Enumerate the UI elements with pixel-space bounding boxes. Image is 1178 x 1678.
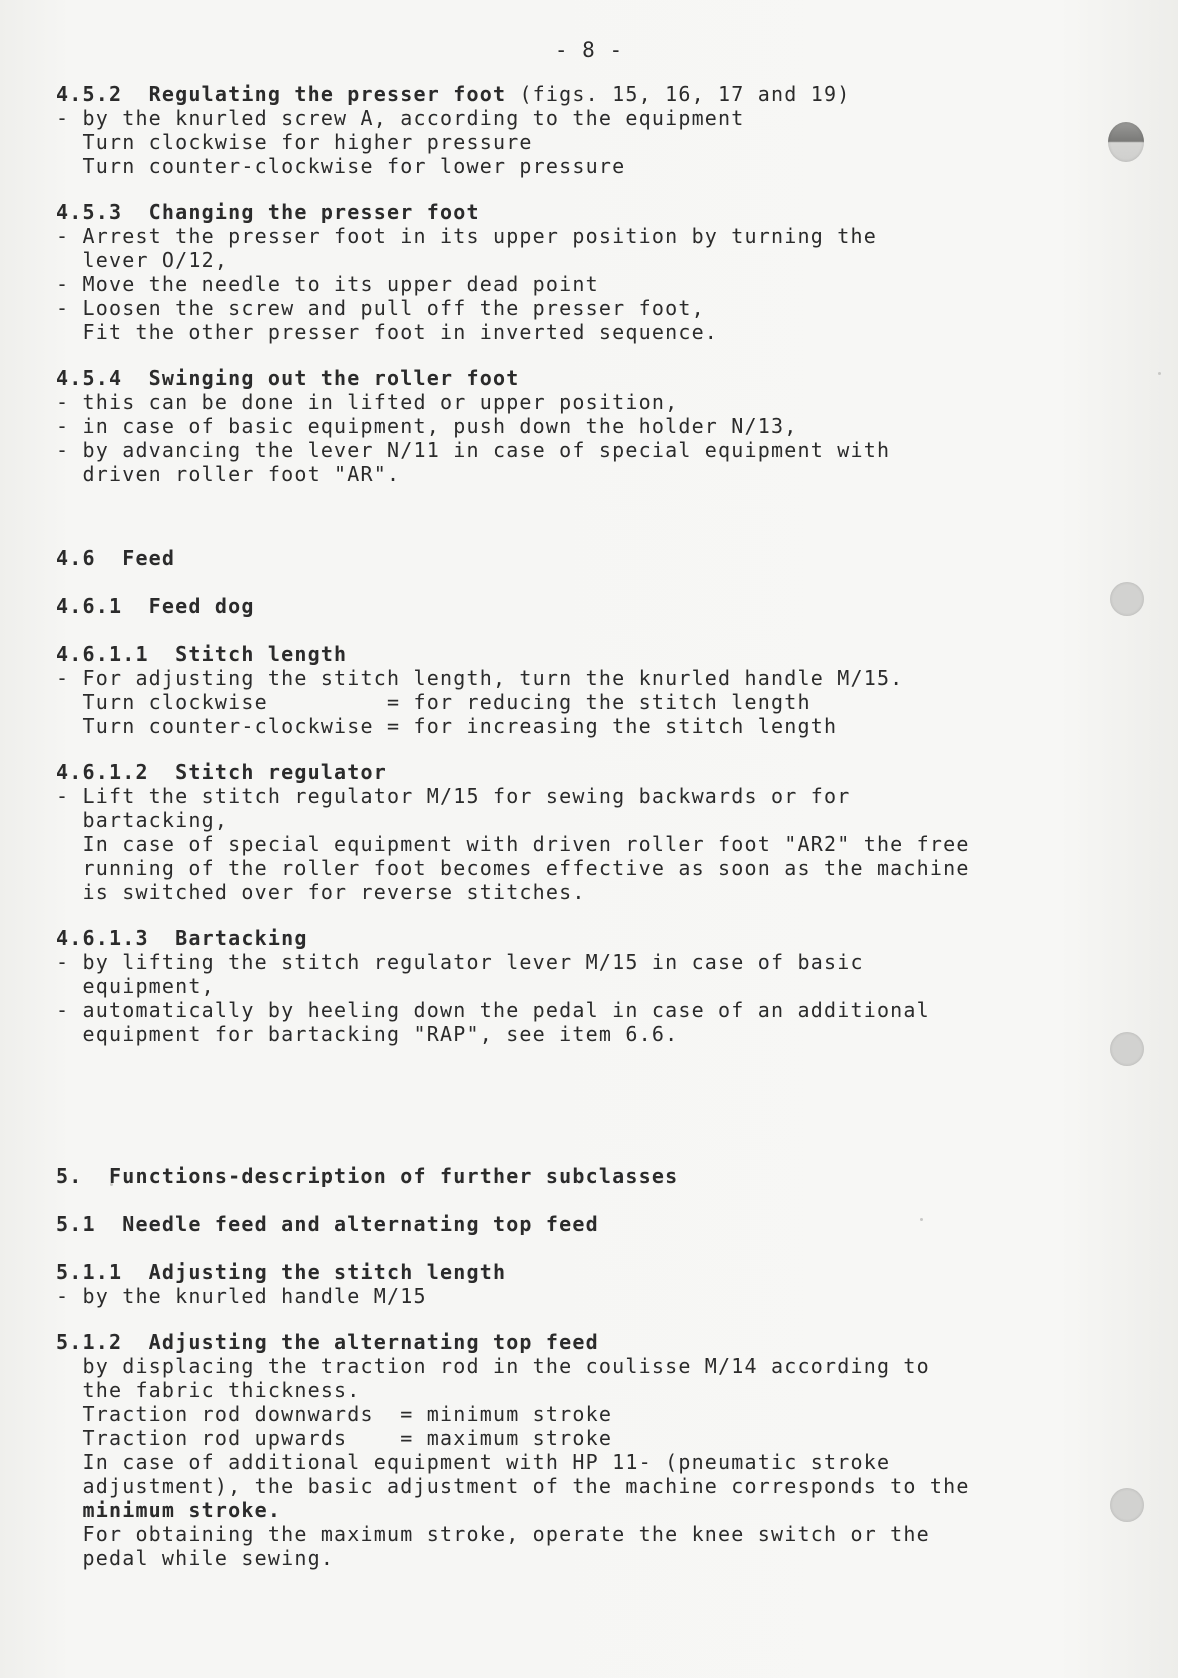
text-line: [56, 1284, 1056, 1308]
text-line: [56, 784, 1056, 808]
text-line: [56, 296, 1056, 320]
text-line: [56, 880, 1056, 904]
spacer: [56, 178, 1056, 200]
line-text: In case of special equipment with driven roller foot "AR2" the free: [56, 832, 970, 856]
line-text: minimum stroke.: [56, 1498, 282, 1522]
paper-speck: [1158, 372, 1161, 375]
line-text: - automatically by heeling down the pedal in case of an additional: [56, 998, 930, 1022]
line-text: 5.1.2 Adjusting the alternating top feed: [56, 1330, 599, 1354]
text-line: [56, 272, 1056, 296]
text-line: [56, 832, 1056, 856]
line-text: 5. Functions-description of further subclasses: [56, 1164, 679, 1188]
spacer: [56, 618, 1056, 642]
line-text: 4.5.4 Swinging out the roller foot: [56, 366, 520, 390]
line-text: 5.1.1 Adjusting the stitch length: [56, 1260, 507, 1284]
punch-hole: [1110, 1488, 1144, 1522]
section-heading: [56, 366, 1056, 390]
line-text: - in case of basic equipment, push down the holder N/13,: [56, 414, 798, 438]
line-text: 5.1 Needle feed and alternating top feed: [56, 1212, 599, 1236]
line-text: 4.6.1.3 Bartacking: [56, 926, 308, 950]
line-text: - by lifting the stitch regulator lever M/15 in case of basic: [56, 950, 864, 974]
text-line: [56, 666, 1056, 690]
section-heading: [56, 1498, 1056, 1522]
line-text: Traction rod upwards = maximum stroke: [56, 1426, 613, 1450]
text-line: [56, 950, 1056, 974]
line-text: equipment for bartacking "RAP", see item 6.6.: [56, 1022, 679, 1046]
line-text: adjustment), the basic adjustment of the machine corresponds to the: [56, 1474, 970, 1498]
section-heading: [56, 82, 1056, 106]
line-text: - Arrest the presser foot in its upper position by turning the: [56, 224, 877, 248]
punch-hole-top: [1108, 122, 1144, 162]
line-text: bartacking,: [56, 808, 229, 832]
section-heading: [56, 926, 1056, 950]
line-text: Fit the other presser foot in inverted sequence.: [56, 320, 719, 344]
section-heading: [56, 1212, 1056, 1236]
spacer: [56, 1046, 1056, 1164]
line-text: driven roller foot "AR".: [56, 462, 401, 486]
section-heading: [56, 760, 1056, 784]
text-line: [56, 974, 1056, 998]
line-text: - Lift the stitch regulator M/15 for sewing backwards or for: [56, 784, 851, 808]
punch-hole: [1110, 582, 1144, 616]
line-text: 4.6.1.1 Stitch length: [56, 642, 348, 666]
text-line: [56, 1354, 1056, 1378]
line-text: - For adjusting the stitch length, turn the knurled handle M/15.: [56, 666, 904, 690]
line-text: - Loosen the screw and pull off the presser foot,: [56, 296, 705, 320]
section-heading: [56, 546, 1056, 570]
line-text: 4.6 Feed: [56, 546, 176, 570]
punch-hole: [1110, 1032, 1144, 1066]
section-heading: [56, 1330, 1056, 1354]
line-text: lever O/12,: [56, 248, 229, 272]
line-text: In case of additional equipment with HP 11- (pneumatic stroke: [56, 1450, 891, 1474]
spacer: [56, 1308, 1056, 1330]
text-line: [56, 1474, 1056, 1498]
line-text: Turn counter-clockwise = for increasing the stitch length: [56, 714, 838, 738]
spacer: [56, 738, 1056, 760]
spacer: [56, 904, 1056, 926]
text-line: [56, 1378, 1056, 1402]
text-line: [56, 1450, 1056, 1474]
text-line: [56, 1546, 1056, 1570]
spacer: [56, 1236, 1056, 1260]
line-text: pedal while sewing.: [56, 1546, 335, 1570]
text-line: [56, 1426, 1056, 1450]
spacer: [56, 1188, 1056, 1212]
section-heading: [56, 1164, 1056, 1188]
line-text: 4.6.1 Feed dog: [56, 594, 255, 618]
line-text: Turn clockwise = for reducing the stitch length: [56, 690, 811, 714]
spacer: [56, 344, 1056, 366]
text-line: [56, 998, 1056, 1022]
line-text: For obtaining the maximum stroke, operate the knee switch or the: [56, 1522, 930, 1546]
line-text: - Move the needle to its upper dead point: [56, 272, 599, 296]
text-line: [56, 130, 1056, 154]
text-line: [56, 1022, 1056, 1046]
line-text: equipment,: [56, 974, 215, 998]
line-text: - by advancing the lever N/11 in case of special equipment with: [56, 438, 891, 462]
text-line: [56, 808, 1056, 832]
text-line: [56, 438, 1056, 462]
text-line: [56, 248, 1056, 272]
text-line: [56, 106, 1056, 130]
text-line: [56, 714, 1056, 738]
line-text: the fabric thickness.: [56, 1378, 361, 1402]
section-heading: [56, 642, 1056, 666]
line-text: Turn counter-clockwise for lower pressure: [56, 154, 626, 178]
section-heading: [56, 594, 1056, 618]
text-line: [56, 856, 1056, 880]
text-line: [56, 154, 1056, 178]
line-text: Traction rod downwards = minimum stroke: [56, 1402, 613, 1426]
line-text: running of the roller foot becomes effective as soon as the machine: [56, 856, 970, 880]
spacer: [56, 486, 1056, 546]
line-text: by displacing the traction rod in the coulisse M/14 according to: [56, 1354, 930, 1378]
text-line: [56, 224, 1056, 248]
line-text: 4.5.3 Changing the presser foot: [56, 200, 480, 224]
text-line: [56, 414, 1056, 438]
section-heading: [56, 200, 1056, 224]
line-text: is switched over for reverse stitches.: [56, 880, 586, 904]
page-number: - 8 -: [554, 38, 624, 62]
text-line: [56, 690, 1056, 714]
text-line: [56, 390, 1056, 414]
text-line: [56, 1402, 1056, 1426]
text-line: [56, 462, 1056, 486]
line-text: Turn clockwise for higher pressure: [56, 130, 533, 154]
line-text: 4.6.1.2 Stitch regulator: [56, 760, 388, 784]
line-text: - by the knurled handle M/15: [56, 1284, 427, 1308]
line-text: - by the knurled screw A, according to the equipment: [56, 106, 745, 130]
line-text: 4.5.2 Regulating the presser foot: [56, 82, 507, 106]
document-body: [56, 82, 1056, 1570]
section-heading: [56, 1260, 1056, 1284]
line-text-extra: (figs. 15, 16, 17 and 19): [506, 82, 851, 106]
text-line: [56, 1522, 1056, 1546]
line-text: - this can be done in lifted or upper position,: [56, 390, 679, 414]
text-line: [56, 320, 1056, 344]
spacer: [56, 570, 1056, 594]
